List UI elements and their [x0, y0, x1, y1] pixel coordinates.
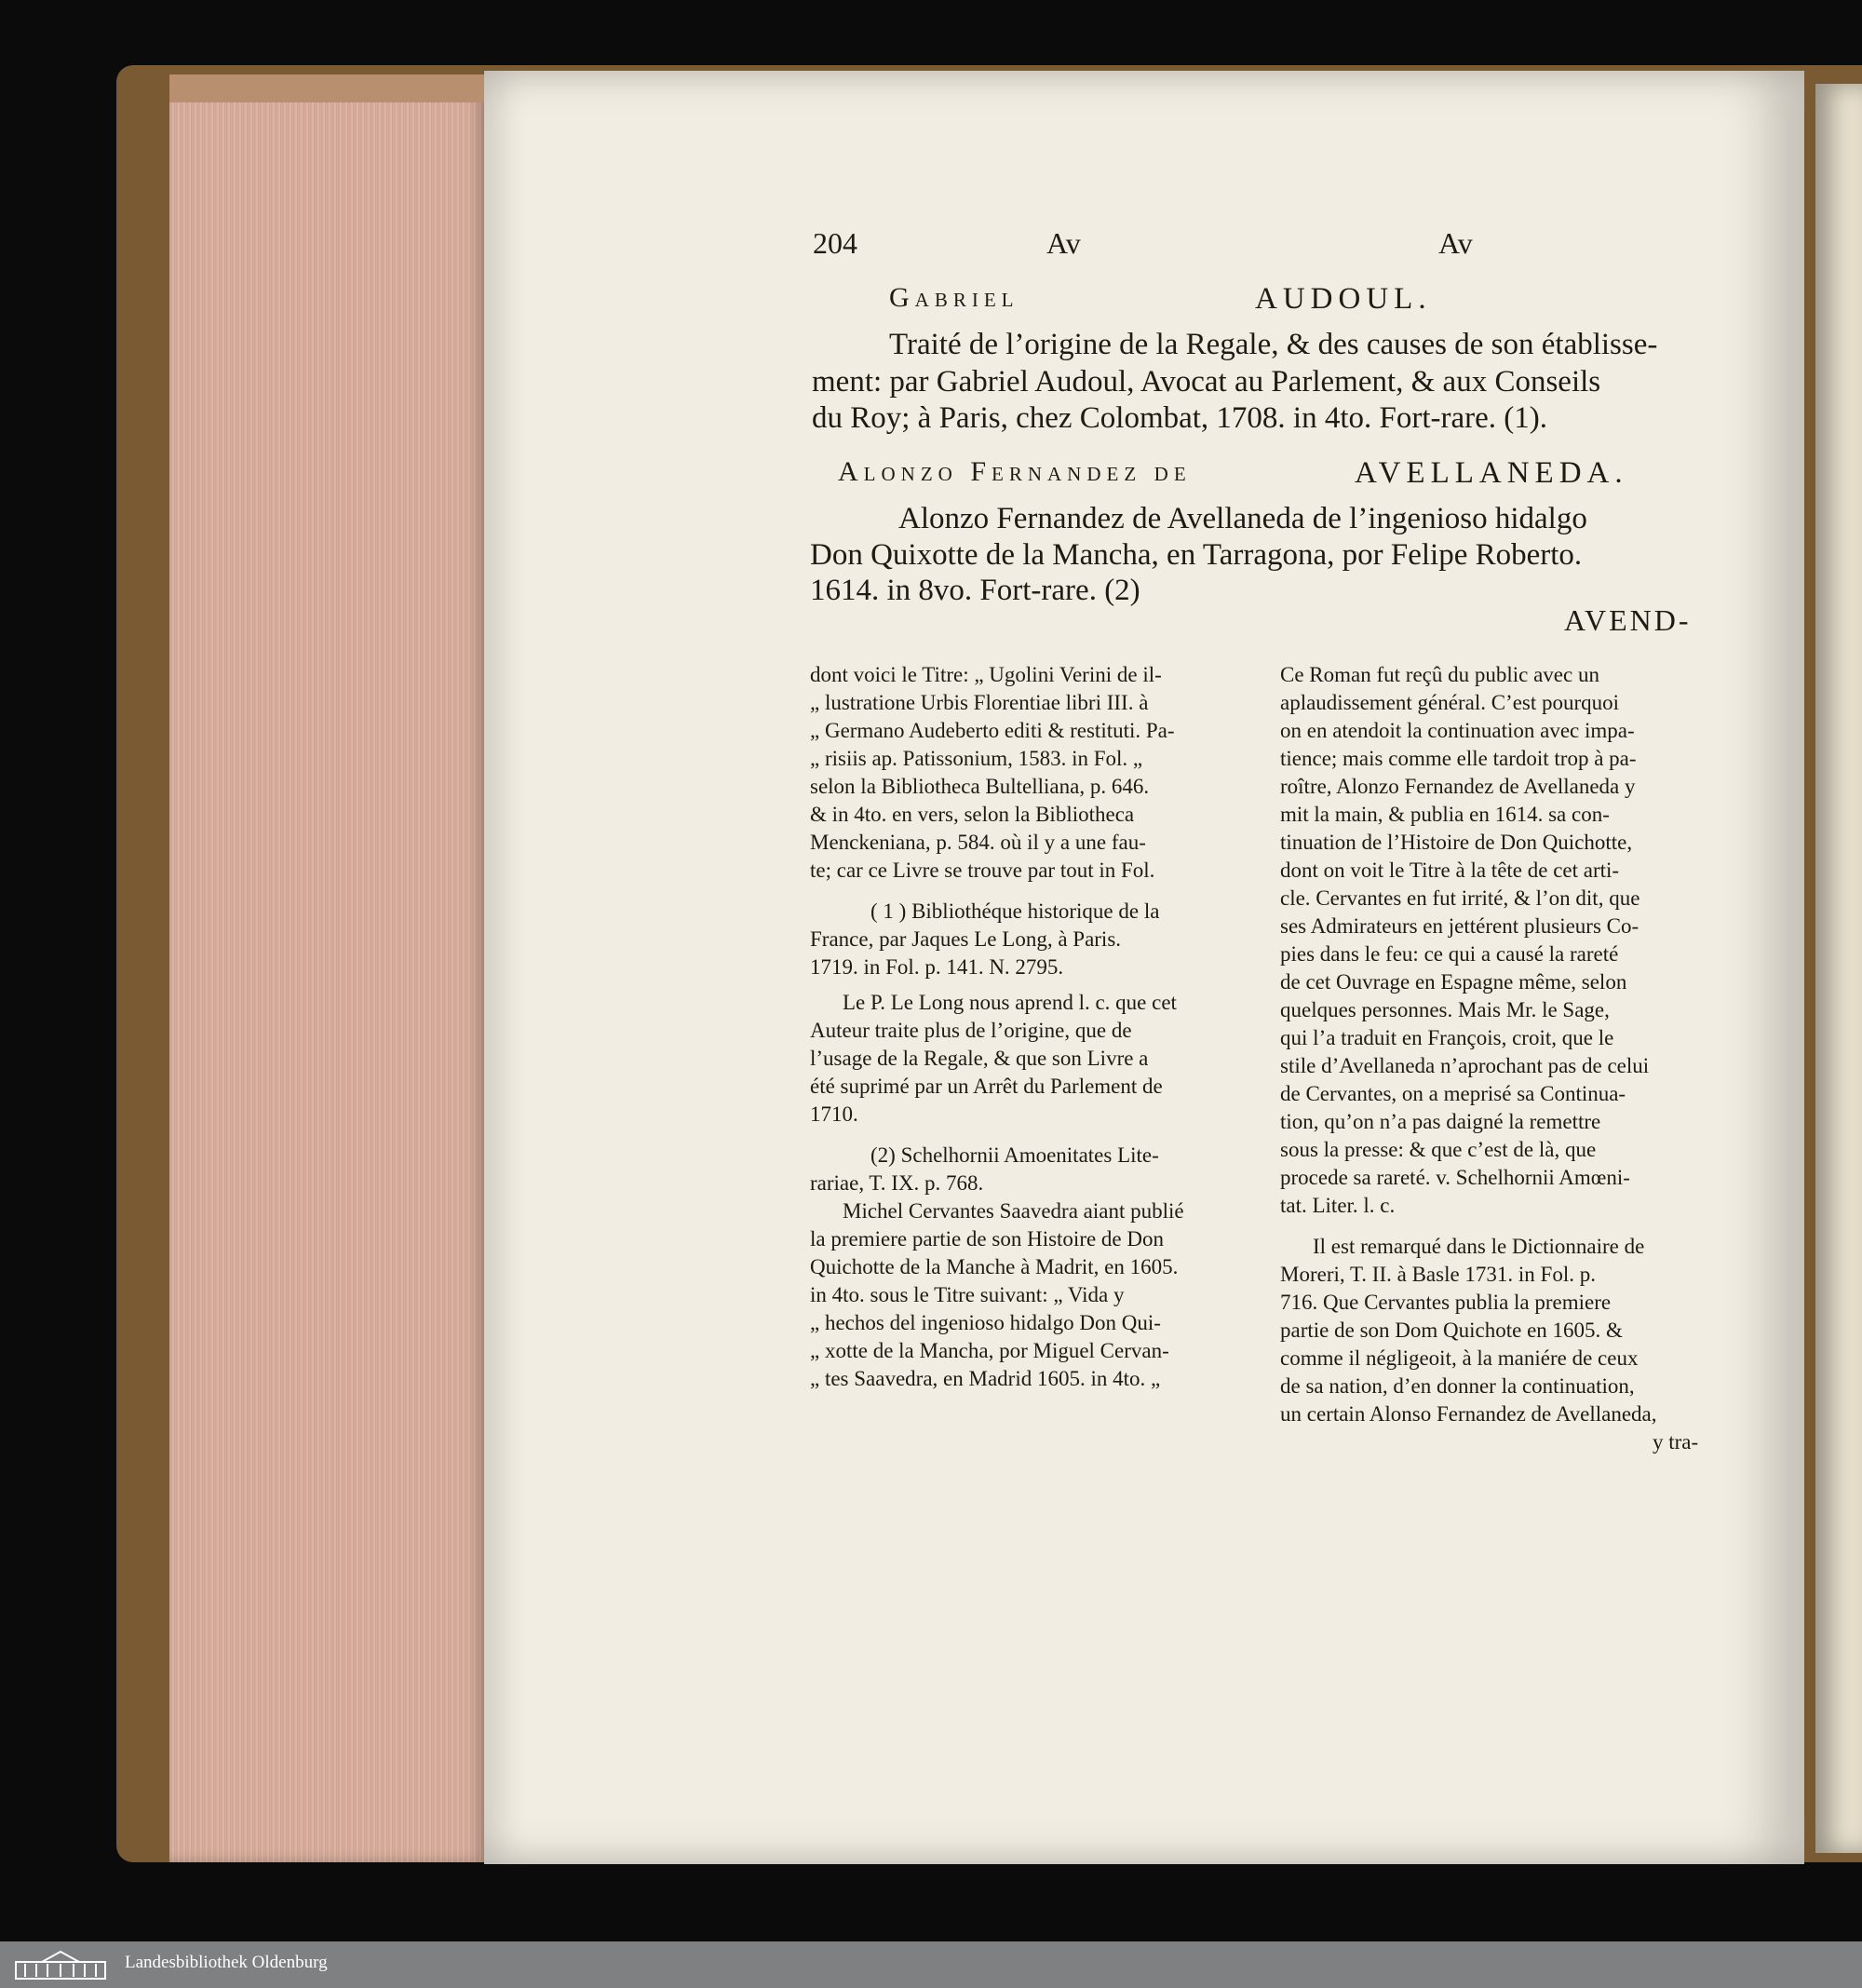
right-line: un certain Alonso Fernandez de Avellaneda,	[1280, 1402, 1657, 1426]
left-line: rariae, T. IX. p. 768.	[810, 1171, 984, 1195]
footnote-1: ( 1 ) Bibliothéque historique de la	[870, 899, 1160, 923]
left-line: l’usage de la Regale, & que son Livre a	[810, 1047, 1149, 1070]
left-line: „ xotte de la Mancha, por Miguel Cervan-	[810, 1339, 1169, 1362]
right-line: mit la main, & publia en 1614. sa con-	[1280, 803, 1610, 826]
entry2-line: Don Quixotte de la Mancha, en Tarragona, por Felipe Roberto.	[810, 538, 1583, 572]
right-line: tat. Liter. l. c.	[1280, 1194, 1396, 1217]
left-line: Menckeniana, p. 584. où il y a une fau-	[810, 831, 1146, 854]
left-line: Auteur traite plus de l’origine, que de	[810, 1019, 1132, 1042]
left-spacer	[810, 981, 1184, 989]
right-line: tience; mais comme elle tardoit trop à pa-	[1280, 747, 1637, 770]
left-line: in 4to. sous le Titre suivant: „ Vida y	[810, 1283, 1125, 1306]
right-catchword: y tra-	[1653, 1430, 1699, 1454]
right-line: roître, Alonzo Fernandez de Avellaneda y	[1280, 775, 1636, 798]
right-line: partie de son Dom Quichote en 1605. &	[1280, 1319, 1623, 1342]
right-line: Moreri, T. II. à Basle 1731. in Fol. p.	[1280, 1263, 1596, 1286]
library-building-icon	[14, 1949, 107, 1981]
right-line: ses Admirateurs en jettérent plusieurs Co-	[1280, 914, 1639, 938]
left-line: selon la Bibliotheca Bultelliana, p. 646.	[810, 775, 1150, 798]
running-head-left: Av	[1046, 226, 1081, 260]
right-line: tinuation de l’Histoire de Don Quichotte,	[1280, 831, 1633, 854]
right-line: de Cervantes, on a meprisé sa Continua-	[1280, 1082, 1626, 1105]
entry1-heading-first: Gabriel	[889, 282, 1019, 313]
left-line: Quichotte de la Manche à Madrit, en 1605.	[810, 1255, 1179, 1278]
left-column	[810, 661, 1184, 1393]
left-spacer	[810, 1129, 1184, 1142]
right-line: quelques personnes. Mais Mr. le Sage,	[1280, 998, 1610, 1021]
left-line: & in 4to. en vers, selon la Bibliotheca	[810, 803, 1135, 826]
left-line: „ tes Saavedra, en Madrid 1605. in 4to. „	[810, 1367, 1161, 1390]
left-line: „ Germano Audeberto editi & restituti. Pa-	[810, 719, 1175, 742]
right-line: comme il négligeoit, à la maniére de ceux	[1280, 1346, 1639, 1370]
right-column	[1280, 661, 1698, 1456]
right-line: qui l’a traduit en François, croit, que le	[1280, 1026, 1614, 1049]
library-name: Landesbibliothek Oldenburg	[125, 1953, 328, 1972]
entry2-line: Alonzo Fernandez de Avellaneda de l’ingenioso hidalgo	[898, 502, 1587, 535]
right-line: sous la presse: & que c’est de là, que	[1280, 1138, 1597, 1161]
catchword: AVEND-	[1564, 603, 1692, 637]
right-line: dont on voit le Titre à la tête de cet arti-	[1280, 859, 1620, 882]
right-line: tion, qu’on n’a pas daigné la remettre	[1280, 1110, 1601, 1133]
left-line: 1719. in Fol. p. 141. N. 2795.	[810, 955, 1064, 979]
left-line: Le P. Le Long nous aprend l. c. que cet	[843, 991, 1177, 1014]
right-line: 716. Que Cervantes publia la premiere	[1280, 1291, 1612, 1314]
right-line: aplaudissement général. C’est pourquoi	[1280, 691, 1620, 714]
right-line: procede sa rareté. v. Schelhornii Amœni-	[1280, 1166, 1630, 1189]
running-head-right: Av	[1438, 226, 1473, 260]
left-line: dont voici le Titre: „ Ugolini Verini de il-	[810, 663, 1162, 686]
right-line: Il est remarqué dans le Dictionnaire de	[1313, 1235, 1645, 1258]
right-line: Ce Roman fut reçû du public avec un	[1280, 663, 1599, 686]
left-line: la premiere partie de son Histoire de Don	[810, 1227, 1165, 1251]
right-line: cle. Cervantes en fut irrité, & l’on dit, que	[1280, 886, 1640, 910]
right-line: de sa nation, d’en donner la continuation,	[1280, 1374, 1635, 1398]
entry2-heading-first: Alonzo Fernandez de	[838, 456, 1192, 487]
right-line: stile d’Avellaneda n’aprochant pas de celui	[1280, 1054, 1650, 1077]
left-line: „ lustratione Urbis Florentiae libri III. à	[810, 691, 1149, 714]
footer-bar	[0, 1941, 1862, 1988]
left-line: „ risiis ap. Patissonium, 1583. in Fol. „	[810, 747, 1143, 770]
left-line: été suprimé par un Arrêt du Parlement de	[810, 1075, 1163, 1098]
entry2-line: 1614. in 8vo. Fort-rare. (2)	[810, 574, 1140, 607]
left-line: te; car ce Livre se trouve par tout in Fol.	[810, 859, 1155, 882]
left-line: „ hechos del ingenioso hidalgo Don Qui-	[810, 1311, 1161, 1334]
page-number: 204	[813, 226, 857, 260]
right-spacer	[1280, 1220, 1698, 1233]
footnote-2: (2) Schelhornii Amoenitates Lite-	[870, 1143, 1159, 1167]
facing-page-edge	[1815, 84, 1862, 1853]
page-edges	[169, 74, 486, 1862]
right-line: pies dans le feu: ce qui a causé la rareté	[1280, 942, 1619, 966]
right-line: de cet Ouvrage en Espagne même, selon	[1280, 970, 1627, 994]
left-line: France, par Jaques Le Long, à Paris.	[810, 927, 1122, 951]
right-line: on en atendoit la continuation avec impa-	[1280, 719, 1635, 742]
entry1-heading-last: AUDOUL.	[1255, 282, 1432, 316]
entry1-line: Traité de l’origine de la Regale, & des causes de son établisse-	[889, 328, 1658, 361]
entry2-heading-last: AVELLANEDA.	[1355, 456, 1628, 490]
entry1-line: ment: par Gabriel Audoul, Avocat au Parlement, & aux Conseils	[812, 365, 1601, 399]
left-line: Michel Cervantes Saavedra aiant publié	[843, 1199, 1184, 1223]
left-spacer	[810, 885, 1184, 898]
left-line: 1710.	[810, 1102, 858, 1126]
page-edge-top	[169, 74, 486, 102]
entry1-line: du Roy; à Paris, chez Colombat, 1708. in 4to. Fort-rare. (1).	[812, 401, 1548, 435]
